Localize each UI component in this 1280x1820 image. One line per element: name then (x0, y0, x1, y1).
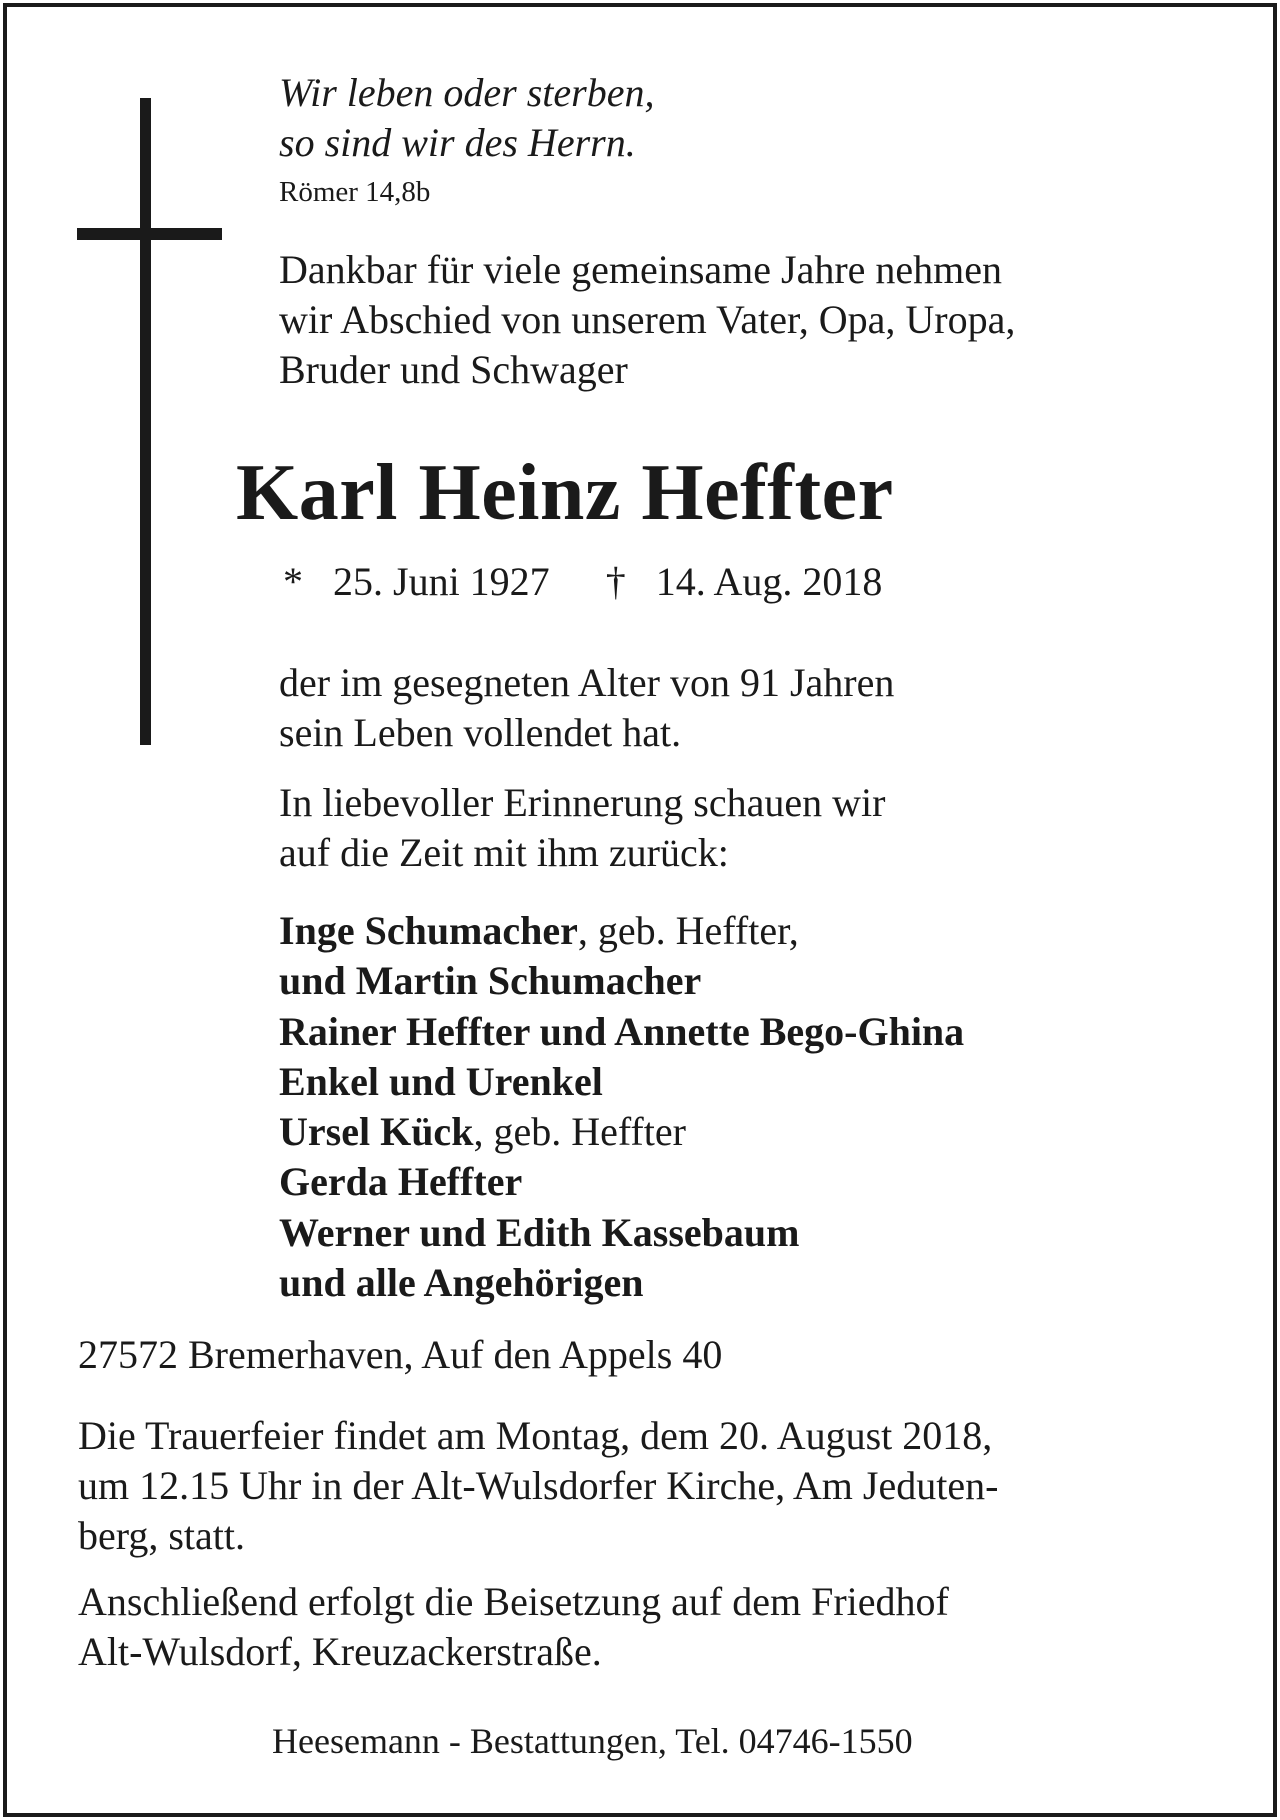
undertaker-contact: Heesemann - Bestattungen, Tel. 04746-1550 (272, 1721, 913, 1761)
burial-line: Anschließend erfolgt die Beisetzung auf dem Friedhof (78, 1579, 949, 1624)
mourner-suffix: , geb. Heffter, (577, 908, 799, 953)
mourner-line (279, 1258, 964, 1308)
mourners-list (279, 906, 964, 1308)
mourner-name: Werner und Edith Kassebaum (279, 1209, 800, 1255)
bible-verse (279, 68, 655, 168)
mourner-name: Inge Schumacher (279, 908, 578, 953)
age-line: der im gesegneten Alter von 91 Jahren (279, 660, 895, 705)
memory-line: auf die Zeit mit ihm zurück: (279, 830, 729, 875)
death-date: 14. Aug. 2018 (655, 559, 883, 604)
deceased-name: Karl Heinz Heffter (236, 449, 894, 537)
mourner-line (279, 1057, 964, 1107)
address-line: 27572 Bremerhaven, Auf den Appels 40 (78, 1332, 723, 1377)
mourner-line (279, 1107, 964, 1157)
birth-date: 25. Juni 1927 (333, 559, 550, 604)
service-line: Die Trauerfeier findet am Montag, dem 20. August 2018, (78, 1413, 993, 1458)
service-info (78, 1411, 998, 1561)
mourner-suffix: , geb. Heffter (473, 1109, 686, 1155)
intro-line: wir Abschied von unserem Vater, Opa, Uropa, (279, 297, 1016, 342)
mourner-name: Enkel und Urenkel (279, 1058, 603, 1104)
mourner-line (279, 1157, 964, 1207)
cross-icon-horizontal-bar (77, 228, 222, 240)
burial-line: Alt-Wulsdorf, Kreuzackerstraße. (78, 1629, 602, 1674)
birth-star-icon: * (283, 559, 303, 604)
mourner-line (279, 1208, 964, 1258)
mourner-name: Rainer Heffter und Annette Bego-Ghina (279, 1008, 965, 1054)
mourner-line (279, 1007, 964, 1057)
service-line: berg, statt. (78, 1513, 246, 1558)
age-line: sein Leben vollendet hat. (279, 710, 682, 755)
intro-text (279, 245, 1015, 395)
burial-info (78, 1577, 949, 1677)
age-text (279, 658, 894, 758)
verse-line: so sind wir des Herrn. (279, 120, 636, 165)
cross-icon-vertical-bar (140, 98, 151, 745)
mourner-line (279, 906, 964, 956)
verse-reference: Römer 14,8b (279, 176, 431, 208)
intro-line: Bruder und Schwager (279, 347, 628, 392)
death-dagger-icon: † (605, 559, 626, 604)
mourner-name: Ursel Kück (279, 1109, 474, 1155)
intro-line: Dankbar für viele gemeinsame Jahre nehmen (279, 247, 1003, 292)
mourner-name: und Martin Schumacher (279, 958, 702, 1004)
memory-text (279, 778, 885, 878)
mourner-name: und alle Angehörigen (279, 1260, 644, 1306)
service-line: um 12.15 Uhr in der Alt-Wulsdorfer Kirche, Am Jeduten- (78, 1463, 999, 1508)
memory-line: In liebevoller Erinnerung schauen wir (279, 780, 886, 825)
life-dates (283, 557, 882, 607)
verse-line: Wir leben oder sterben, (279, 70, 655, 115)
mourner-name: Gerda Heffter (279, 1159, 523, 1205)
mourner-line (279, 956, 964, 1006)
